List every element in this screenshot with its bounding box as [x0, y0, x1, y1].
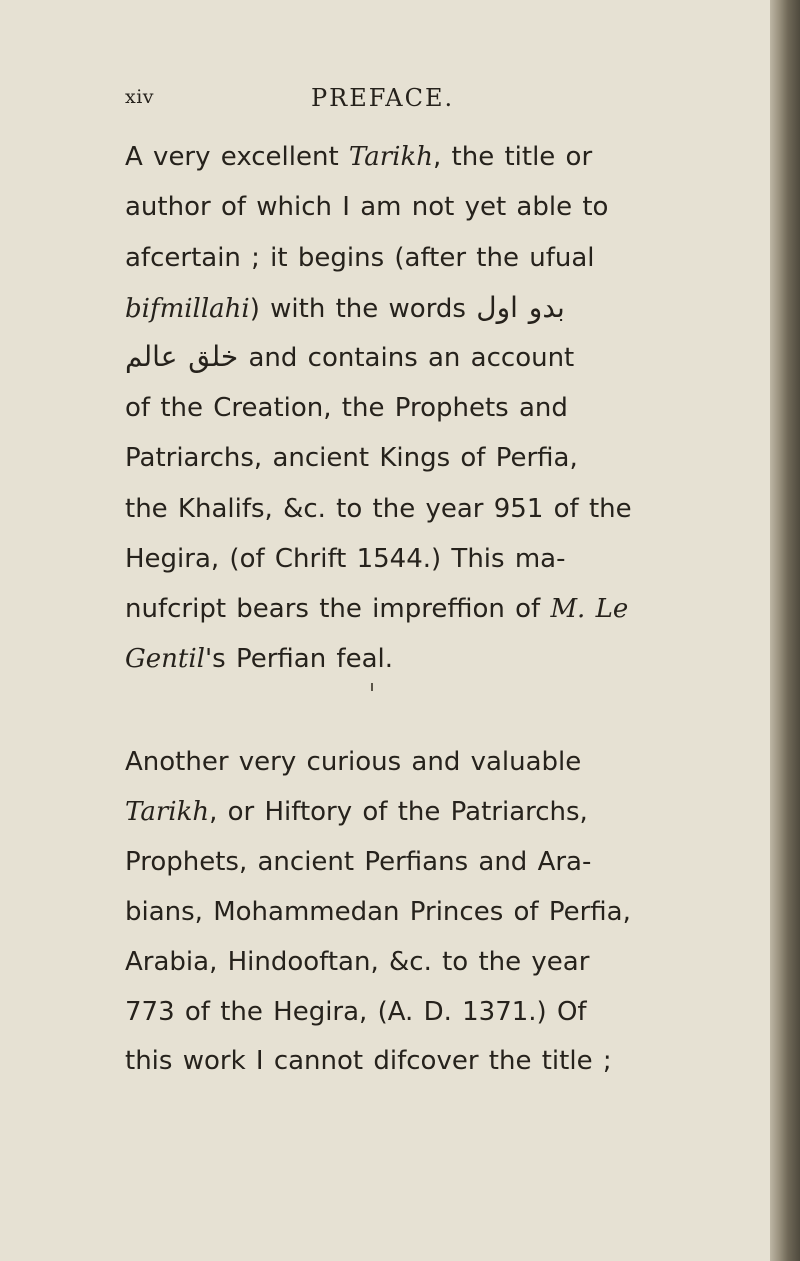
text-line: bifmillahi) with the words بدو اول — [125, 291, 565, 324]
text-line: Gentil's Perfian feal. — [125, 644, 394, 674]
text-line: this work I cannot difcover the title ; — [125, 1046, 612, 1076]
text-line: Tarikh, or Hiftory of the Patriarchs, — [125, 797, 588, 827]
text-line: nufcript bears the impreffion of M. Le — [125, 594, 629, 624]
text-line: Patriarchs, ancient Kings of Perfia, — [125, 443, 578, 473]
text-line: bians, Mohammedan Princes of Perfia, — [125, 897, 631, 927]
page-number: xiv — [125, 86, 155, 108]
text-line: Another very curious and valuable — [125, 747, 582, 777]
text-line: 773 of the Hegira, (A. D. 1371.) Of — [125, 997, 587, 1027]
text-line: afcertain ; it begins (after the ufual — [125, 243, 595, 273]
arabic-words: خلق عالم — [125, 340, 239, 373]
text-line: A very excellent Tarikh, the title or — [125, 142, 593, 172]
ink-mark — [371, 683, 373, 691]
text-line: Hegira, (of Chrift 1544.) This ma- — [125, 544, 566, 574]
text-line: Arabia, Hindooftan, &c. to the year — [125, 947, 590, 977]
page-header — [125, 86, 535, 116]
arabic-words: بدو اول — [476, 291, 565, 324]
text-line: خلق عالم and contains an account — [125, 340, 575, 373]
page-edge-shadow — [770, 0, 800, 1261]
text-line: Prophets, ancient Perfians and Ara- — [125, 847, 592, 877]
text-line: of the Creation, the Prophets and — [125, 393, 568, 423]
running-title: PREFACE. — [311, 84, 455, 112]
text-line: author of which I am not yet able to — [125, 192, 609, 222]
text-line: the Khalifs, &c. to the year 951 of the — [125, 494, 632, 524]
